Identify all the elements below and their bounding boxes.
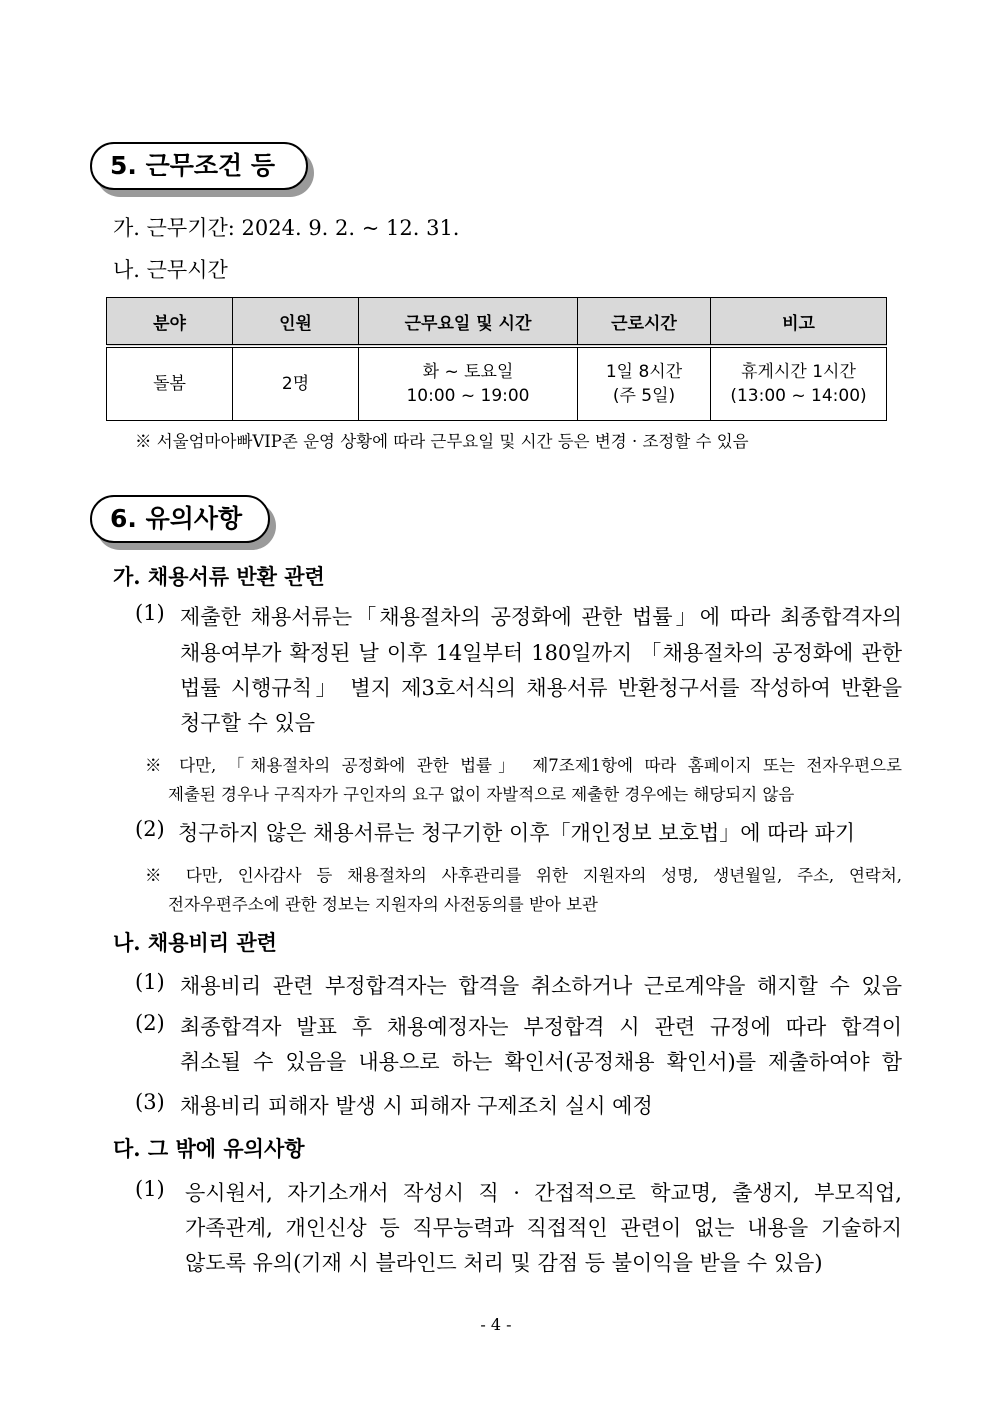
note-line: ※ 다만, 인사감사 등 채용절차의 사후관리를 위한 지원자의 성명, 생년월일, 주소, 연락처, xyxy=(145,866,903,885)
people-cell: 2명 xyxy=(233,346,359,421)
work-hours-table xyxy=(106,297,887,421)
paragraph-line: 채용여부가 확정된 날 이후 14일부터 180일까지 「채용절차의 공정화에 관한 xyxy=(180,641,902,665)
paragraph-line: 법률 시행규칙」 별지 제3호서식의 채용서류 반환청구서를 작성하여 반환을 xyxy=(180,676,902,700)
work-hours-label: 나. 근무시간 xyxy=(113,258,228,282)
week-text: (주 5일) xyxy=(612,386,676,406)
days-text: 화 ~ 토요일 xyxy=(422,362,514,382)
hours-text: 1일 8시간 xyxy=(605,362,683,382)
item-number: (1) xyxy=(135,970,165,994)
paragraph-line: 취소될 수 있음을 내용으로 하는 확인서(공정채용 확인서)를 제출하여야 함 xyxy=(180,1050,902,1074)
paragraph-line: 채용비리 관련 부정합격자는 합격을 취소하거나 근로계약을 해지할 수 있음 xyxy=(180,974,902,998)
subsection-b-title: 나. 채용비리 관련 xyxy=(113,930,277,955)
note-line: 제출된 경우나 구직자가 구인자의 요구 없이 자발적으로 제출한 경우에는 해당되지 않음 xyxy=(168,785,795,804)
field-cell: 돌봄 xyxy=(107,346,233,421)
item-number: (3) xyxy=(135,1090,165,1114)
time-text: 10:00 ~ 19:00 xyxy=(406,386,530,406)
note-line: 전자우편주소에 관한 정보는 지원자의 사전동의를 받아 보관 xyxy=(168,895,598,914)
table-note: ※ 서울엄마아빠VIP존 운영 상황에 따라 근무요일 및 시간 등은 변경 · 조정할 수 있음 xyxy=(135,432,749,451)
remark-time: (13:00 ~ 14:00) xyxy=(730,386,867,406)
table-header: 비고 xyxy=(711,298,887,347)
item-number: (2) xyxy=(135,1011,165,1035)
paragraph-line: 청구할 수 있음 xyxy=(180,711,316,735)
table-header: 근무요일 및 시간 xyxy=(359,298,578,347)
paragraph-line: 제출한 채용서류는「채용절차의 공정화에 관한 법률」에 따라 최종합격자의 xyxy=(180,605,902,629)
paragraph-line: 가족관계, 개인신상 등 직무능력과 직접적인 관련이 없는 내용을 기술하지 xyxy=(185,1216,902,1240)
note-line: ※ 다만, 「채용절차의 공정화에 관한 법률」 제7조제1항에 따라 홈페이지 또는 전자우편으로 xyxy=(145,756,902,775)
page-number: - 4 - xyxy=(480,1315,512,1334)
section-5-heading: 5. 근무조건 등 xyxy=(90,142,308,190)
table-header: 분야 xyxy=(107,298,233,347)
days-cell xyxy=(359,346,578,421)
subsection-c-title: 다. 그 밖에 유의사항 xyxy=(113,1136,305,1161)
hours-cell xyxy=(578,346,711,421)
paragraph-line: 최종합격자 발표 후 채용예정자는 부정합격 시 관련 규정에 따라 합격이 xyxy=(180,1015,902,1039)
section-6-heading: 6. 유의사항 xyxy=(90,495,270,543)
paragraph-line: 청구하지 않은 채용서류는 청구기한 이후「개인정보 보호법」에 따라 파기 xyxy=(178,821,856,845)
paragraph-line: 채용비리 피해자 발생 시 피해자 구제조치 실시 예정 xyxy=(180,1094,653,1118)
table-row xyxy=(107,346,887,421)
remark-text: 휴게시간 1시간 xyxy=(741,362,856,382)
subsection-a-title: 가. 채용서류 반환 관련 xyxy=(113,564,325,589)
table-header: 근로시간 xyxy=(578,298,711,347)
remark-cell xyxy=(711,346,887,421)
item-number: (1) xyxy=(135,601,165,625)
work-period: 가. 근무기간: 2024. 9. 2. ~ 12. 31. xyxy=(113,216,460,240)
paragraph-line: 않도록 유의(기재 시 블라인드 처리 및 감점 등 불이익을 받을 수 있음) xyxy=(185,1251,823,1275)
item-number: (1) xyxy=(135,1177,165,1201)
paragraph-line: 응시원서, 자기소개서 작성시 직 · 간접적으로 학교명, 출생지, 부모직업, xyxy=(185,1181,902,1205)
item-number: (2) xyxy=(135,817,165,841)
table-header: 인원 xyxy=(233,298,359,347)
